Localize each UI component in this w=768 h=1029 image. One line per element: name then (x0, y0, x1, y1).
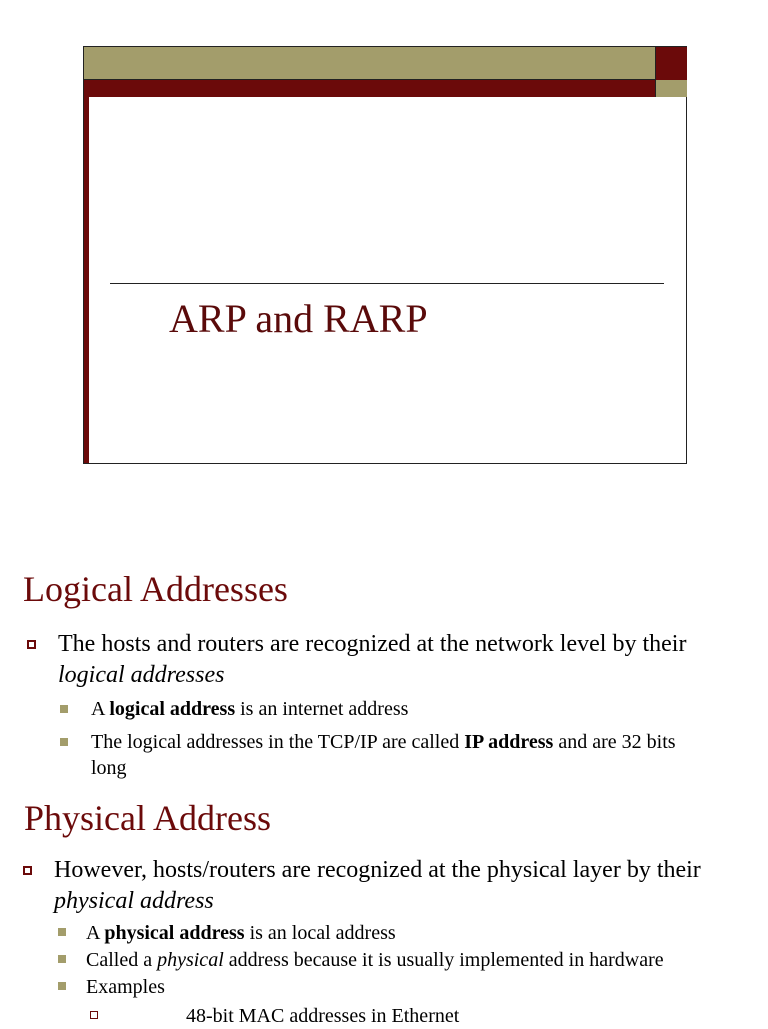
corner-square-olive (655, 80, 687, 97)
solid-square-bullet-icon (60, 738, 68, 746)
sub-bullet-text: A (86, 922, 105, 944)
bullet-italic-text: logical addresses (58, 662, 225, 688)
header-band-maroon (84, 80, 655, 97)
section-heading-logical: Logical Addresses (23, 569, 288, 609)
sub-bullet-text: address because it is usually implemented in hardware (223, 949, 664, 971)
bullet-text: The hosts and routers are recognized at the network level by their (58, 631, 687, 657)
subsub-bullet: 48-bit MAC addresses in Ethernet (186, 1005, 460, 1027)
corner-square-maroon (655, 47, 687, 80)
left-accent-bar (84, 97, 89, 463)
bullet-logical (58, 629, 748, 691)
sub-bullet-text: The logical addresses in the TCP/IP are called (91, 731, 465, 753)
sub-bullet-bold: IP address (464, 731, 554, 753)
sub-bullet-bold: physical address (104, 922, 245, 944)
header-band-olive (84, 47, 655, 80)
sub-bullet-italic: physical (157, 949, 224, 971)
title-rule (110, 283, 664, 284)
hollow-square-bullet-icon (27, 640, 36, 649)
small-hollow-square-bullet-icon (90, 1011, 98, 1019)
solid-square-bullet-icon (60, 705, 68, 713)
solid-square-bullet-icon (58, 955, 66, 963)
sub-bullet (91, 729, 711, 781)
sub-bullet-text: and are 32 bits long (91, 731, 676, 779)
sub-bullet (91, 696, 741, 722)
bullet-italic-text: physical address (54, 888, 214, 914)
sub-bullet-text: A (91, 698, 110, 720)
sub-bullet-text: Called a (86, 949, 158, 971)
solid-square-bullet-icon (58, 982, 66, 990)
sub-bullet-text: is an internet address (235, 698, 409, 720)
solid-square-bullet-icon (58, 928, 66, 936)
sub-bullet (86, 947, 756, 973)
bullet-text: However, hosts/routers are recognized at the physical layer by their (54, 857, 701, 883)
slide-title: ARP and RARP (169, 296, 428, 341)
sub-bullet-bold: logical address (109, 698, 236, 720)
hollow-square-bullet-icon (23, 866, 32, 875)
sub-bullet (86, 974, 756, 1000)
bullet-physical (54, 855, 759, 917)
sub-bullet (86, 920, 756, 946)
sub-bullet-text: Examples (86, 976, 165, 998)
section-heading-physical: Physical Address (24, 798, 271, 838)
sub-bullet-text: is an local address (244, 922, 396, 944)
title-slide (83, 46, 687, 464)
